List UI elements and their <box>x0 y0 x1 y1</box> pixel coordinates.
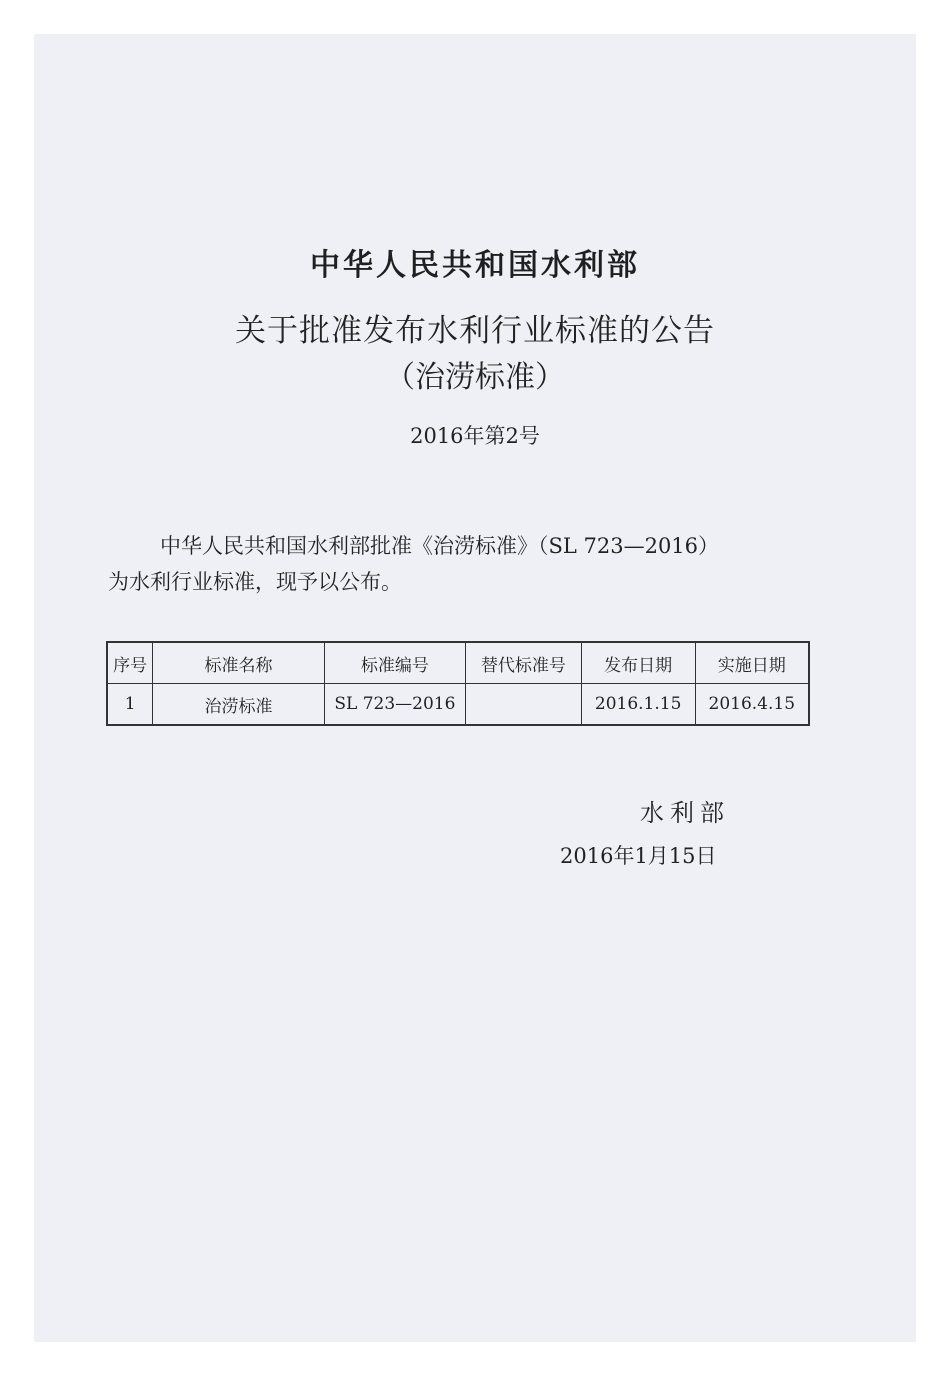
document-subtitle: （治涝标准） <box>385 360 565 395</box>
cell-issue-date: 2016.1.15 <box>581 684 695 726</box>
document-title: 关于批准发布水利行业标准的公告 <box>235 313 715 349</box>
header-effective-date: 实施日期 <box>695 642 809 684</box>
body-line-1: 中华人民共和国水利部批准《治涝标准》（SL 723—2016） <box>160 534 720 558</box>
body-line-2: 为水利行业标准，现予以公布。 <box>108 570 402 594</box>
document-number: 2016年第2号 <box>410 424 540 448</box>
header-issue-date: 发布日期 <box>581 642 695 684</box>
cell-replaced-code <box>466 684 582 726</box>
table-row <box>107 684 809 726</box>
cell-standard-code: SL 723—2016 <box>324 684 466 726</box>
announcement-body <box>108 528 820 600</box>
header-standard-name: 标准名称 <box>153 642 324 684</box>
cell-effective-date: 2016.4.15 <box>695 684 809 726</box>
header-serial: 序号 <box>107 642 153 684</box>
header-replaced-code: 替代标准号 <box>466 642 582 684</box>
standards-table <box>106 641 810 726</box>
header-standard-code: 标准编号 <box>324 642 466 684</box>
issuer-signature: 水利部 <box>640 799 730 827</box>
cell-serial: 1 <box>107 684 153 726</box>
table-header-row <box>107 642 809 684</box>
issue-date: 2016年1月15日 <box>560 844 717 868</box>
cell-standard-name: 治涝标准 <box>153 684 324 726</box>
issuing-organization: 中华人民共和国水利部 <box>310 248 640 283</box>
